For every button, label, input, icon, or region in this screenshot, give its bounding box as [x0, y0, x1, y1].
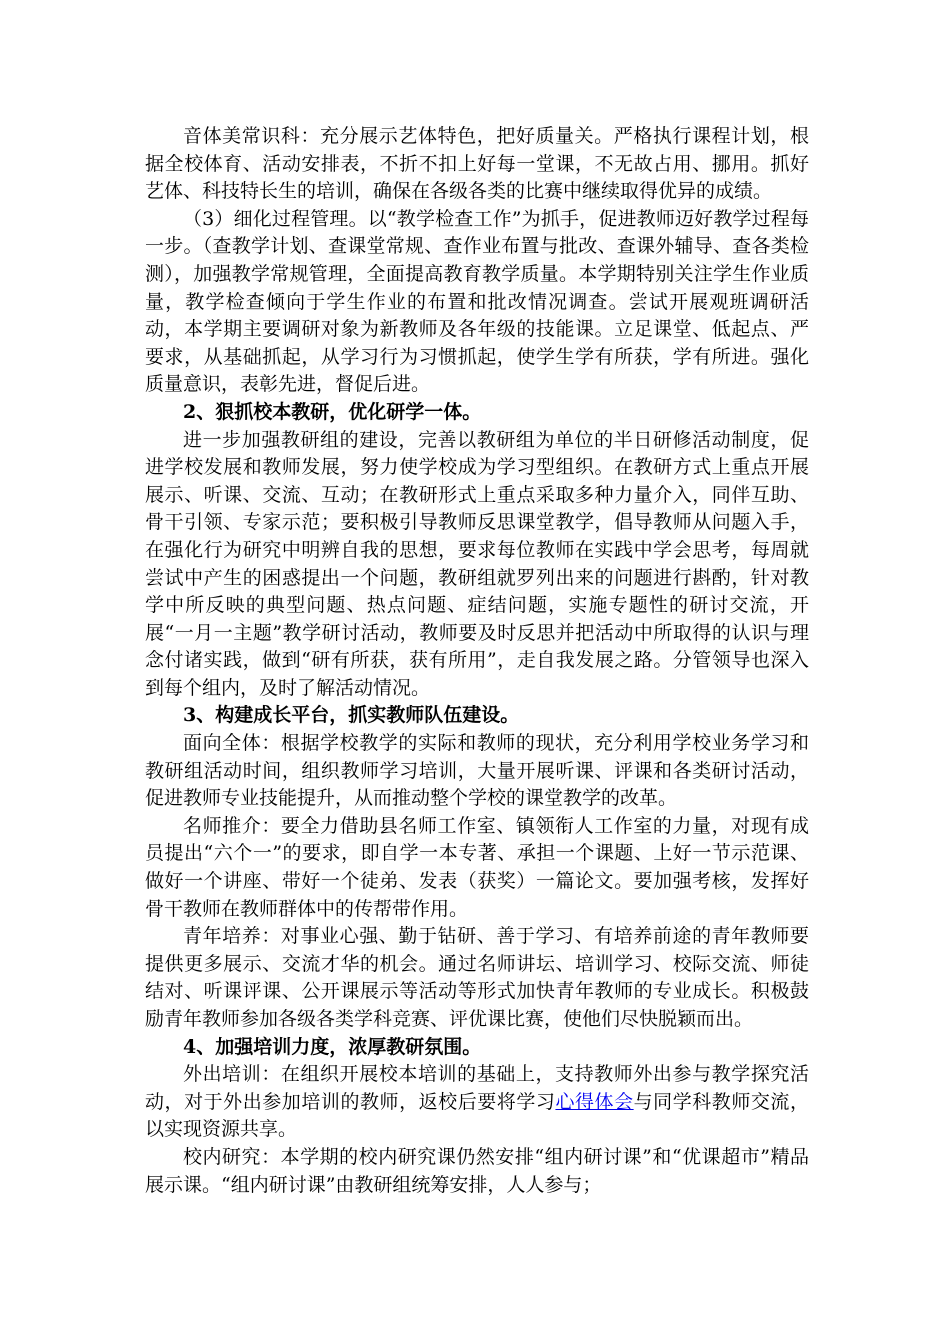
paragraph-internal-research: 校内研究：本学期的校内研究课仍然安排“组内研讨课”和“优课超市”精品展示课。“组内研讨课”由教研组统筹安排，人人参与；: [145, 1145, 809, 1196]
experience-link[interactable]: 心得体会: [555, 1090, 634, 1113]
paragraph-process-management: （3）细化过程管理。以“教学检查工作”为抓手，促进教师迈好教学过程每一步。（查教学计划、查课堂常规、查作业布置与批改、查课外辅导、查各类检测），加强教学常规管理，全面提高教育教学质量。本学期特别关注学生作业质量，教学检查倾向于学生作业的布置和批改情况调查。尝试开展观班调研活动，本学期主要调研对象为新教师及各年级的技能课。立足课堂、低起点、严要求，从基础抓起，从学习行为习惯抓起，使学生学有所获，学有所进。强化质量意识，表彰先进，督促后进。: [145, 207, 809, 396]
external-training-text-end: 与同学科教师交流，以实现资源共享。: [145, 1090, 809, 1141]
paragraph-teaching-research: 进一步加强教研组的建设，完善以教研组为单位的半日研修活动制度，促进学校发展和教师发展，努力使学校成为学习型组织。在教研方式上重点开展展示、听课、交流、互动；在教研形式上重点采取多种力量介入，同伴互助、骨干引领、专家示范；要积极引导教师反思课堂教学，倡导教师从问题入手，在强化行为研究中明辨自我的思想，要求每位教师在实践中学会思考，每周就尝试中产生的困惑提出一个问题，教研组就罗列出来的问题进行斟酌，针对教学中所反映的典型问题、热点问题、症结问题，实施专题性的研讨交流，开展“一月一主题”教学研讨活动，教师要及时反思并把活动中所取得的认识与理念付诸实践，做到“研有所获，获有所用”，走自我发展之路。分管领导也深入到每个组内，及时了解活动情况。: [145, 428, 809, 699]
paragraph-arts-science: 音体美常识科：充分展示艺体特色，把好质量关。严格执行课程计划，根据全校体育、活动安排表，不折不扣上好每一堂课，不无故占用、挪用。抓好艺体、科技特长生的培训，确保在各级各类的比赛中继续取得优异的成绩。: [145, 125, 809, 203]
paragraph-external-training: [145, 1061, 809, 1144]
paragraph-all-teachers: 面向全体：根据学校教学的实际和教师的现状，充分利用学校业务学习和教研组活动时间，组织教师学习培训，大量开展听课、评课和各类研讨活动，促进教师专业技能提升，从而推动整个学校的课堂教学的改革。: [145, 732, 809, 810]
external-training-text: 外出培训：在组织开展校本培训的基础上，支持教师外出参与教学探究活动，对于外出参加培训的教师，返校后要将学习: [145, 1063, 809, 1113]
paragraph-young-teachers: 青年培养：对事业心强、勤于钻研、善于学习、有培养前途的青年教师要提供更多展示、交流才华的机会。通过名师讲坛、培训学习、校际交流、师徒结对、听课评课、公开课展示等活动等形式加快青年教师的专业成长。积极鼓励青年教师参加各级各类学科竞赛、评优课比赛，使他们尽快脱颖而出。: [145, 925, 809, 1030]
section-heading-4: 4、加强培训力度，浓厚教研氛围。: [183, 1035, 482, 1058]
section-heading-2: 2、狠抓校本教研，优化研学一体。: [183, 400, 482, 423]
document-body: [145, 123, 809, 1199]
section-heading-3: 3、构建成长平台，抓实教师队伍建设。: [183, 704, 520, 727]
paragraph-famous-teachers: 名师推介：要全力借助县名师工作室、镇领衔人工作室的力量，对现有成员提出“六个一”的要求，即自学一本专著、承担一个课题、上好一节示范课、做好一个讲座、带好一个徒弟、发表（获奖）一篇论文。要加强考核，发挥好骨干教师在教师群体中的传帮带作用。: [145, 814, 809, 920]
